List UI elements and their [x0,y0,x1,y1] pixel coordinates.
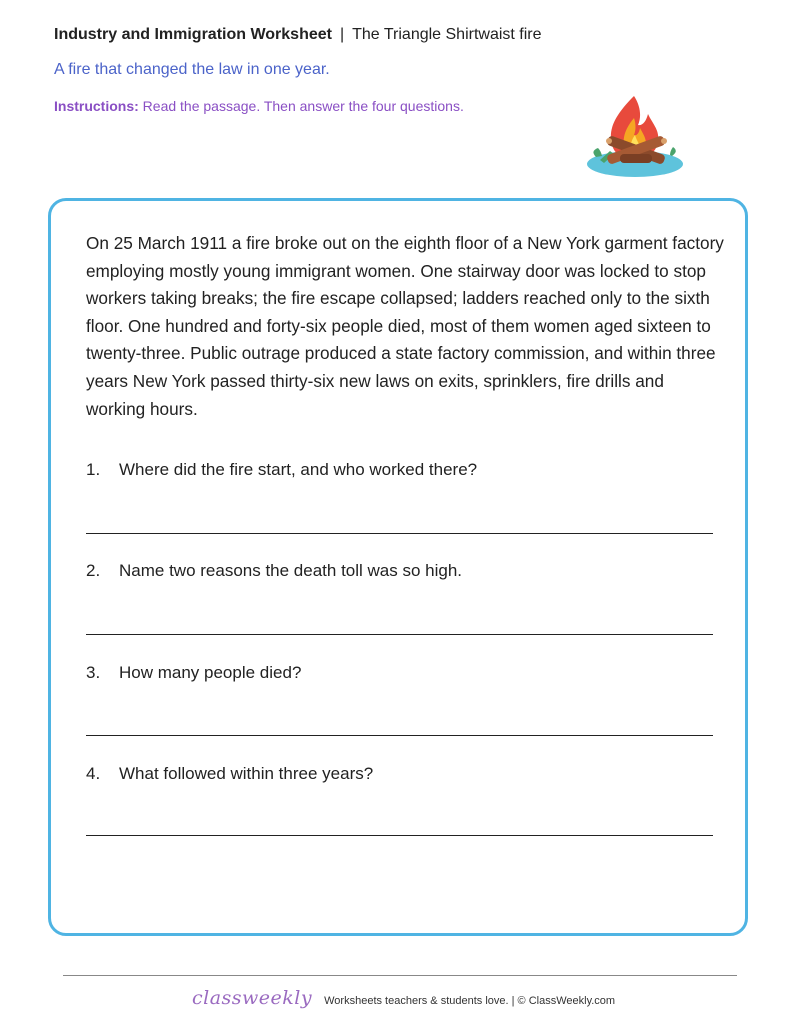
question-number: 4. [86,764,101,783]
worksheet-header [54,26,542,44]
question-4 [86,764,373,784]
question-text: How many people died? [119,663,302,682]
question-2 [86,561,462,581]
question-text: What followed within three years? [119,764,374,783]
footer [192,987,615,1009]
header-separator: | [339,26,345,43]
reading-passage: On 25 March 1911 a fire broke out on the eighth floor of a New York garment factory employing mostly young immigrant women. One stairway door was locked to stop workers taking breaks; the fire escape collapsed; ladders reached only to the sixth floor. One hundred and forty-six people died, most of them women aged sixteen to twenty-three. Public outrage produced a state factory commission, and within three years New York passed thirty-six new laws on exits, sprinklers, fire drills and working hours. [86,233,724,419]
worksheet-series: Industry and Immigration Worksheet [54,26,332,43]
question-1 [86,460,477,480]
answer-line-2[interactable] [86,634,713,635]
footer-divider [63,975,737,976]
footer-tagline: Worksheets teachers & students love. | © ClassWeekly.com [324,995,616,1007]
brand-logo: classweekly [192,987,313,1009]
question-number: 3. [86,663,101,682]
answer-line-4[interactable] [86,835,713,836]
question-text: Name two reasons the death toll was so high. [119,561,463,580]
instructions [54,98,464,114]
question-number: 1. [86,460,101,479]
answer-line-1[interactable] [86,533,713,534]
instructions-text: Read the passage. Then answer the four questions. [142,98,464,114]
instructions-label: Instructions: [54,98,139,114]
answer-line-3[interactable] [86,735,713,736]
question-text: Where did the fire start, and who worked there? [119,460,478,479]
question-3 [86,663,301,683]
worksheet-topic: The Triangle Shirtwaist fire [352,26,542,43]
worksheet-subtitle: A fire that changed the law in one year. [54,61,330,78]
question-number: 2. [86,561,101,580]
campfire-icon [580,90,690,185]
